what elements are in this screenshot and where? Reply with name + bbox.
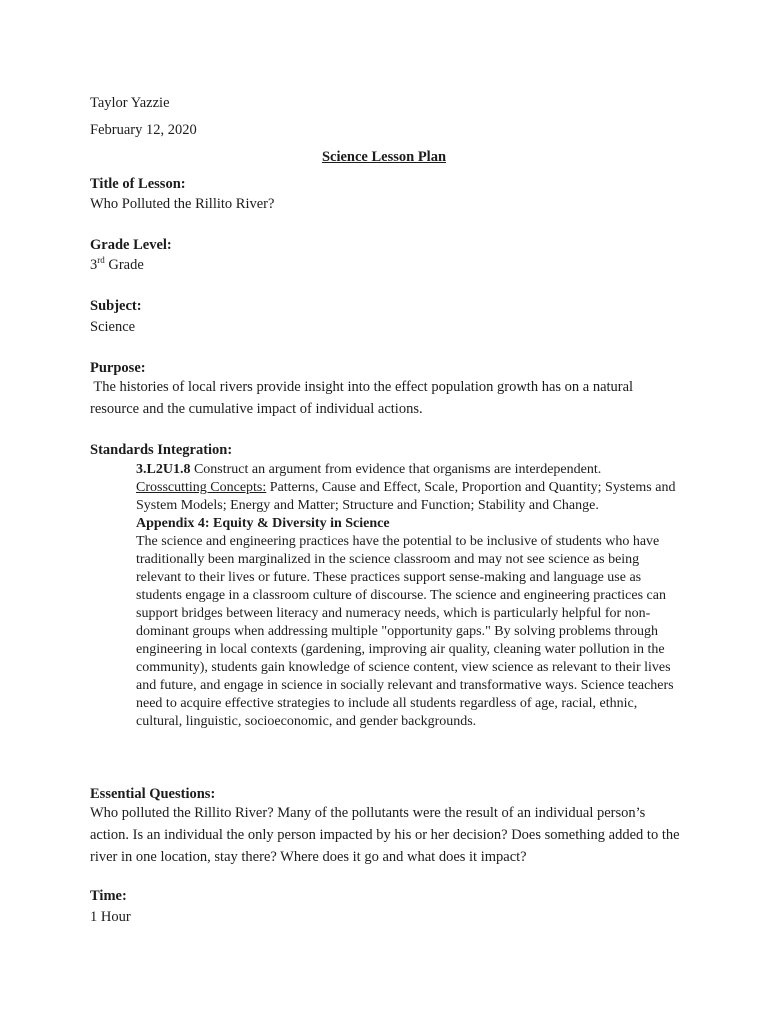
purpose-line-2: resource and the cumulative impact of individual actions. [90, 401, 423, 417]
grade-word: Grade [104, 257, 144, 273]
standards-label: Standards Integration: [90, 442, 233, 458]
author-name: Taylor Yazzie [90, 95, 170, 111]
time-value: 1 Hour [90, 909, 131, 925]
time-label: Time: [90, 888, 127, 904]
purpose-line-1: The histories of local rivers provide insight into the effect population growth has on a natural [90, 379, 634, 395]
subject-value: Science [90, 319, 136, 335]
crosscutting-label: Crosscutting Concepts: [136, 480, 267, 495]
lesson-title-label: Title of Lesson: [90, 176, 186, 192]
document-title: Science Lesson Plan [321, 149, 447, 165]
crosscutting-text: Patterns, Cause and Effect, Scale, Proportion and Quantity; Systems and System Models; Energy and Matter; Structure and Function; Stability and Change. [136, 480, 676, 513]
appendix-text: The science and engineering practices have the potential to be inclusive of students who have traditionally been marginalized in the science classroom and may not see science as being relevant to their lives or future. These practices support sense-making and language use as students engage in a classroom culture of discourse. The science and engineering practices can support bridges between literacy and numeracy needs, which is particularly helpful for non-dominant groups when addressing multiple "opportunity gaps." By solving problems through engineering in local contexts (gardening, improving air quality, cleaning water pollution in the community), students gain knowledge of science content, view science as relevant to their lives and future, and engage in science in socially relevant and transformative ways. Science teachers need to acquire effective strategies to include all students regardless of age, racial, ethnic, cultural, linguistic, socioeconomic, and gender backgrounds. [136, 534, 674, 729]
purpose-label: Purpose: [90, 360, 146, 376]
standard-code: 3.L2U1.8 [136, 462, 191, 477]
grade-level-label: Grade Level: [90, 237, 172, 253]
grade-number: 3 [90, 257, 98, 273]
appendix-title: Appendix 4: Equity & Diversity in Science [136, 516, 390, 531]
standard-block [136, 461, 676, 731]
standard-text: Construct an argument from evidence that organisms are interdependent. [190, 462, 602, 477]
lesson-title-value: Who Polluted the Rillito River? [90, 196, 275, 212]
subject-label: Subject: [90, 298, 142, 314]
essential-questions-label: Essential Questions: [90, 786, 216, 802]
grade-level-value [90, 256, 144, 274]
essential-questions-text: Who polluted the Rillito River? Many of the pollutants were the result of an individual person’s action. Is an individual the only person impacted by his or her decision? Does something added to the river in one location, stay there? Where does it go and what does it impact? [90, 805, 680, 865]
grade-ordinal-suffix: rd [97, 255, 105, 266]
document-date: February 12, 2020 [90, 122, 197, 138]
